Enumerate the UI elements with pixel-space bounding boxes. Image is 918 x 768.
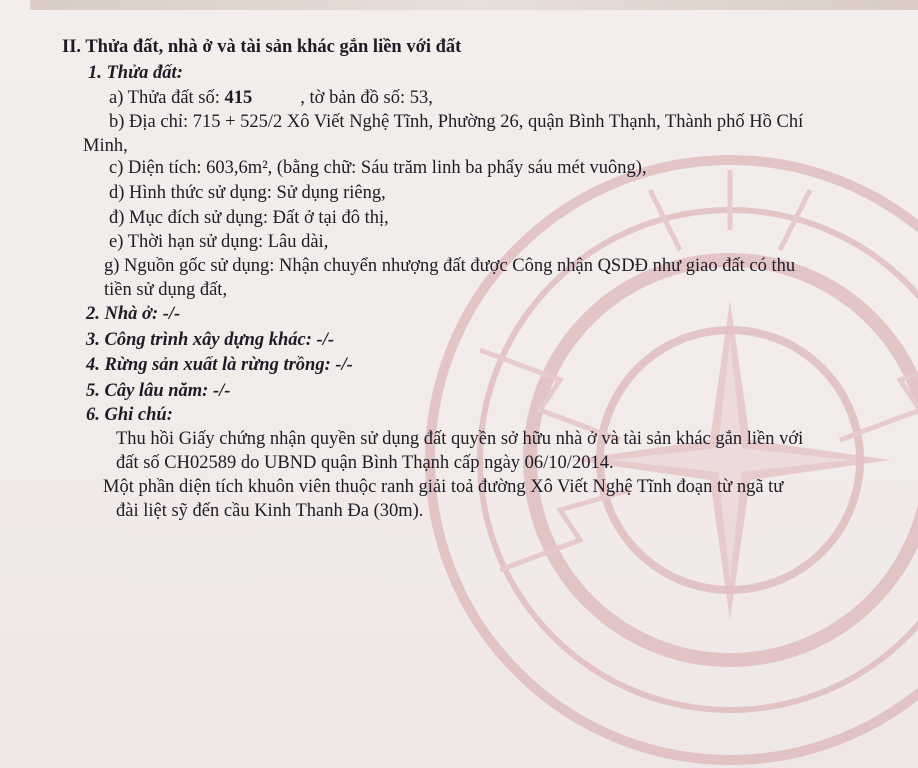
note-line-1: Thu hồi Giấy chứng nhận quyền sử dụng đất quyền sở hữu nhà ở và tài sản khác gắn liền với: [116, 429, 804, 449]
land-parcel-line: [109, 87, 433, 109]
notes-heading: 6. Ghi chú:: [86, 405, 173, 425]
usage-term-line: e) Thời hạn sử dụng: Lâu dài,: [109, 232, 329, 252]
other-construction-item: 3. Công trình xây dựng khác: -/-: [86, 330, 335, 350]
origin-line-2: tiền sử dụng đất,: [104, 280, 228, 300]
forest-item: 4. Rừng sản xuất là rừng trồng: -/-: [86, 355, 353, 375]
address-line-2: Minh,: [83, 136, 128, 156]
house-item: 2. Nhà ở: -/-: [86, 304, 181, 324]
usage-purpose-line: đ) Mục đích sử dụng: Đất ở tại đô thị,: [109, 208, 389, 228]
usage-form-line: d) Hình thức sử dụng: Sử dụng riêng,: [109, 183, 386, 203]
note-line-3: Một phần diện tích khuôn viên thuộc ranh giải toả đường Xô Viết Nghệ Tĩnh đoạn từ ngã tư: [103, 477, 784, 497]
address-line-1: b) Địa chỉ: 715 + 525/2 Xô Viết Nghệ Tĩnh, Phường 26, quận Bình Thạnh, Thành phố Hồ Chí: [109, 112, 804, 132]
area-line: c) Diện tích: 603,6m², (bằng chữ: Sáu trăm linh ba phẩy sáu mét vuông),: [109, 158, 647, 178]
parcel-number: 415: [224, 88, 253, 108]
note-line-2: đất số CH02589 do UBND quận Bình Thạnh cấp ngày 06/10/2014.: [116, 453, 614, 473]
note-line-4: đài liệt sỹ đến cầu Kinh Thanh Đa (30m).: [116, 501, 424, 521]
section-heading: II. Thửa đất, nhà ở và tài sản khác gắn liền với đất: [62, 37, 462, 57]
land-heading: 1. Thửa đất:: [88, 63, 183, 83]
map-sheet-number: , tờ bản đồ số: 53,: [300, 88, 433, 108]
origin-line-1: g) Nguồn gốc sử dụng: Nhận chuyển nhượng đất được Công nhận QSDĐ như giao đất có thu: [104, 256, 796, 276]
perennial-trees-item: 5. Cây lâu năm: -/-: [86, 381, 231, 401]
parcel-label: a) Thửa đất số:: [109, 88, 225, 108]
